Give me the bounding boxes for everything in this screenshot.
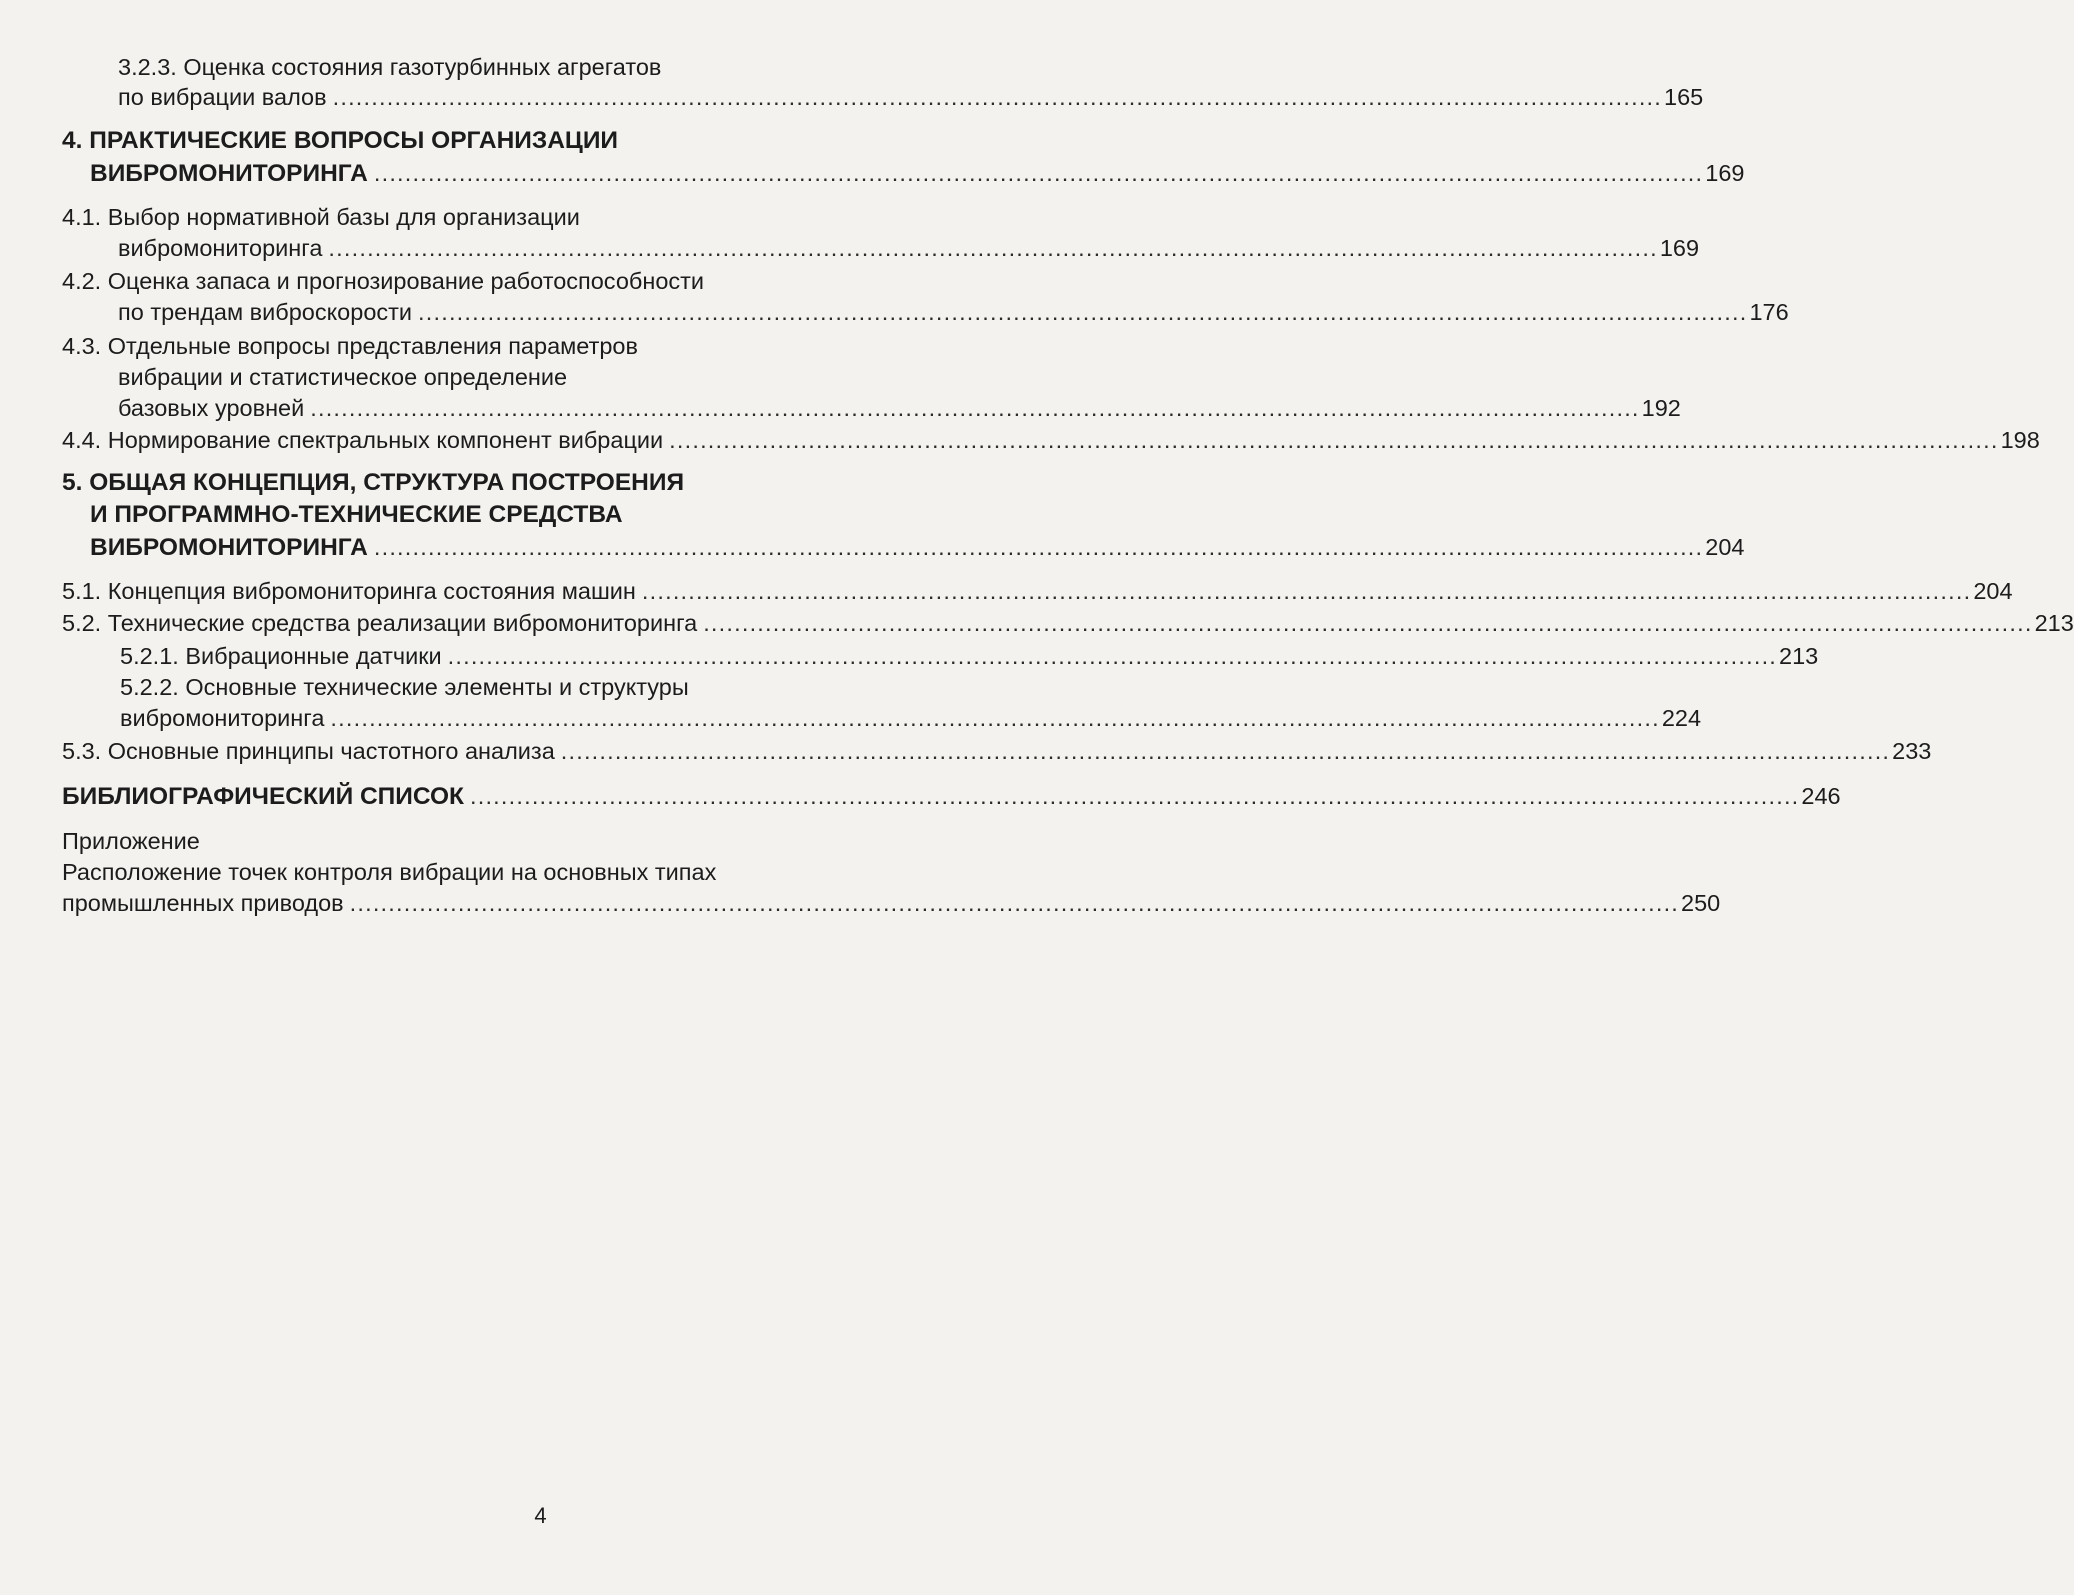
toc-section-title: ВИБРОМОНИТОРИНГА (90, 534, 368, 561)
toc-page-number: 213 (2034, 610, 2074, 636)
dot-leader: ............................................................................................................................................................................ (330, 705, 1660, 731)
toc-entry-text: 5.3. Основные принципы частотного анализа (62, 738, 555, 764)
toc-entry-text: 4.4. Нормирование спектральных компонент вибрации (62, 427, 664, 453)
dot-leader: ............................................................................................................................................................................ (669, 427, 1999, 453)
dot-leader: ............................................................................................................................................................................ (373, 160, 1704, 186)
dot-leader: ............................................................................................................................................................................ (373, 534, 1704, 560)
toc-section-title: 4. ПРАКТИЧЕСКИЕ ВОПРОСЫ ОРГАНИЗАЦИИ (62, 127, 619, 154)
toc-page-number: 250 (1681, 890, 1721, 916)
toc-entry-text: по трендам виброскорости (118, 299, 413, 325)
toc-page-number: 165 (1664, 84, 1704, 110)
toc-appendix-label: Приложение (62, 828, 200, 854)
toc-entry-text: 4.3. Отдельные вопросы представления параметров (62, 333, 638, 359)
dot-leader: ............................................................................................................................................................................ (310, 395, 1640, 421)
toc-entry-text: 5.1. Концепция вибромониторинга состояния машин (62, 578, 636, 604)
toc-entry-text: вибрации и статистическое определение (118, 364, 568, 390)
toc-entry-text: 4.2. Оценка запаса и прогнозирование работоспособности (62, 268, 705, 294)
toc-page-number: 192 (1641, 395, 1681, 421)
toc-page-number: 246 (1801, 783, 1841, 809)
dot-leader: ............................................................................................................................................................................ (447, 643, 1778, 669)
toc-entry-text: 4.1. Выбор нормативной базы для организации (62, 204, 580, 230)
toc-page-number: 213 (1779, 643, 1819, 669)
toc-page-number: 233 (1892, 738, 1932, 764)
toc-entry-text: вибромониторинга (120, 705, 325, 731)
toc-page-number: 176 (1749, 299, 1789, 325)
dot-leader: ............................................................................................................................................................................ (349, 890, 1680, 916)
page-number: 4 (534, 1503, 547, 1528)
toc-entry-text: 5.2.2. Основные технические элементы и структуры (120, 674, 689, 700)
dot-leader: ............................................................................................................................................................................ (703, 610, 2033, 636)
toc-page-number: 204 (1973, 578, 2013, 604)
toc-entry-text: вибромониторинга (118, 235, 323, 261)
toc-page-number: 224 (1661, 705, 1702, 731)
dot-leader: ............................................................................................................................................................................ (641, 578, 1972, 604)
toc-entry-text: 5.2. Технические средства реализации вибромониторинга (62, 610, 698, 636)
toc-page-number: 204 (1705, 534, 1745, 560)
toc-page-number: 169 (1659, 235, 1700, 261)
toc-section-title: ВИБРОМОНИТОРИНГА (90, 160, 368, 187)
dot-leader: ............................................................................................................................................................................ (470, 783, 1800, 809)
toc-entry-text: 5.2.1. Вибрационные датчики (120, 643, 442, 669)
dot-leader: ............................................................................................................................................................................ (418, 299, 1748, 325)
toc-section-title: БИБЛИОГРАФИЧЕСКИЙ СПИСОК (62, 783, 464, 810)
dot-leader: ............................................................................................................................................................................ (328, 235, 1658, 261)
toc-section-title: И ПРОГРАММНО-ТЕХНИЧЕСКИЕ СРЕДСТВА (90, 501, 623, 528)
toc-entry-text: Расположение точек контроля вибрации на основных типах (62, 859, 717, 885)
dot-leader: ............................................................................................................................................................................ (560, 738, 1891, 764)
toc-section-title: 5. ОБЩАЯ КОНЦЕПЦИЯ, СТРУКТУРА ПОСТРОЕНИЯ (62, 469, 685, 496)
toc-entry-text: базовых уровней (118, 395, 305, 421)
toc-entry-text: 3.2.3. Оценка состояния газотурбинных агрегатов (118, 54, 662, 80)
toc-entry-text: по вибрации валов (118, 84, 327, 110)
toc-page-number: 169 (1705, 160, 1745, 186)
dot-leader: ............................................................................................................................................................................ (332, 84, 1663, 110)
toc-page-number: 198 (2000, 427, 2040, 453)
toc-entry-text: промышленных приводов (62, 890, 344, 916)
